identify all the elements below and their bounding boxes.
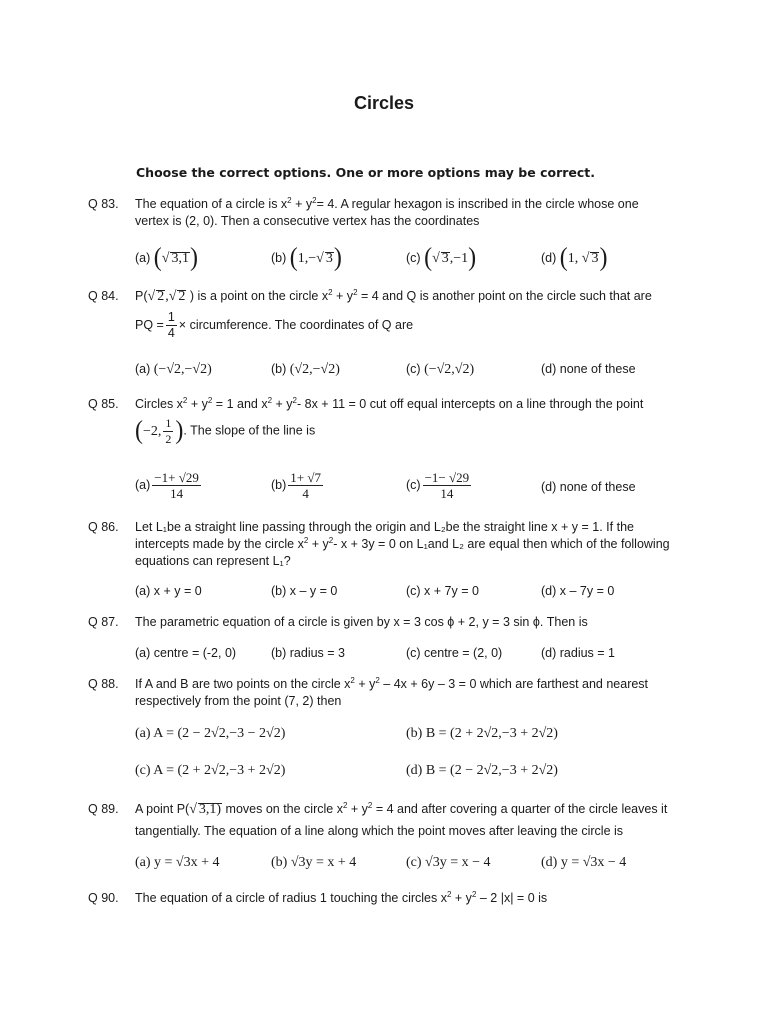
question-85-line2: (−2, $\frac{1}{2}$ ). The slope of the line is: [135, 416, 316, 446]
question-number: Q 83.: [88, 197, 119, 211]
option-d[interactable]: (d) B = (2 − 2√2,−3 + 2√2): [406, 763, 558, 778]
options-85: [135, 470, 695, 508]
options-88-row2: [135, 763, 695, 783]
option-b[interactable]: (b) (1,−√ 3): [271, 243, 342, 273]
option-b[interactable]: (b) $\frac{1+ √7}{4}$: [271, 470, 321, 501]
option-d[interactable]: (d) (1, √ 3): [541, 243, 608, 273]
question-number: Q 87.: [88, 615, 119, 629]
option-a[interactable]: (a) x + y = 0: [135, 584, 202, 598]
option-a[interactable]: (a) $\frac{-1+ √29}{14}$: [135, 470, 199, 501]
question-number: Q 90.: [88, 891, 119, 905]
option-b[interactable]: (b) x – y = 0: [271, 584, 338, 598]
option-b[interactable]: (b) radius = 3: [271, 646, 345, 660]
question-number: Q 84.: [88, 289, 119, 303]
option-c[interactable]: (c) x + 7y = 0: [406, 584, 479, 598]
options-84: [135, 362, 695, 382]
question-text: P(√ 2,√ 2 ) is a point on the circle $x^2 + y^2 = 4$ and Q is another point on the circle such that are: [135, 288, 652, 304]
option-b[interactable]: (b) (√2,−√2): [271, 362, 340, 377]
question-text: A point P(√ 3,1) moves on the circle $x^2 + y^2 = 4$ and after covering a quarter of the circle leaves it tangentially. The equation of a line along which the point moves after leaving the circle is: [135, 801, 668, 838]
option-a[interactable]: (a) A = (2 − 2√2,−3 − 2√2): [135, 726, 286, 741]
question-number: Q 86.: [88, 520, 119, 534]
option-a[interactable]: (a) (−√2,−√2): [135, 362, 212, 377]
instructions: Choose the correct options. One or more options may be correct.: [136, 165, 596, 180]
options-87: [135, 646, 695, 666]
option-a[interactable]: (a) (√ 3,1): [135, 243, 198, 273]
option-a[interactable]: (a) y = √3x + 4: [135, 855, 220, 870]
option-b[interactable]: (b) B = (2 + 2√2,−3 + 2√2): [406, 726, 558, 741]
option-c[interactable]: (c) $\frac{-1- √29}{14}$: [406, 470, 470, 501]
option-d[interactable]: (d) none of these: [541, 362, 636, 376]
options-88-row1: [135, 726, 695, 746]
option-c[interactable]: (c) √3y = x − 4: [406, 855, 491, 870]
option-d[interactable]: (d) y = √3x − 4: [541, 855, 627, 870]
option-a[interactable]: (a) centre = (-2, 0): [135, 646, 237, 660]
option-b[interactable]: (b) √3y = x + 4: [271, 855, 357, 870]
options-86: [135, 584, 695, 604]
option-c[interactable]: (c) (−√2,√2): [406, 362, 475, 377]
question-number: Q 85.: [88, 397, 119, 411]
options-83: [135, 243, 695, 273]
question-number: Q 89.: [88, 802, 119, 816]
option-c[interactable]: (c) centre = (2, 0): [406, 646, 503, 660]
question-number: Q 88.: [88, 677, 119, 691]
question-84-line2: PQ = $\frac{1}{4}$ × circumference. The coordinates of Q are: [135, 310, 414, 340]
question-text: The equation of a circle is $x^2 + y^2= 4$. A regular hexagon is inscribed in the circle whose one vertex is (2, 0). Then a consecutive vertex has the coordinates: [135, 196, 639, 228]
question-text: The parametric equation of a circle is given by x = 3 cos ϕ + 2, y = 3 sin ϕ. Then is: [135, 615, 588, 629]
question-text: Let L₁be a straight line passing through the origin and L₂be the straight line x + y = 1. If the intercepts made by the circle $x^2 + y^2-$ x + 3y = 0 on L₁and L₂ are equal then which of the following equations can represent L₁?: [135, 520, 670, 568]
options-89: [135, 855, 695, 875]
option-d[interactable]: (d) radius = 1: [541, 646, 615, 660]
page-title: Circles: [353, 93, 415, 113]
option-c[interactable]: (c) A = (2 + 2√2,−3 + 2√2): [135, 763, 286, 778]
question-text: Circles $x^2 + y^2 = 1$ and $x^2 + y^2-$ 8x + 11 = 0 cut off equal intercepts on a line through the point: [135, 396, 644, 411]
question-text: The equation of a circle of radius 1 touching the circles $x^2 + y^2 - 2$ |x| = 0 is: [135, 890, 548, 905]
option-d[interactable]: (d) none of these: [541, 480, 636, 494]
option-c[interactable]: (c) (√ 3,−1): [406, 243, 477, 273]
option-d[interactable]: (d) x – 7y = 0: [541, 584, 615, 598]
question-text: If A and B are two points on the circle $x^2 + y^2 - 4x + 6y - 3 = 0$ which are farthest and nearest respectively from the point (7, 2) then: [135, 676, 649, 708]
